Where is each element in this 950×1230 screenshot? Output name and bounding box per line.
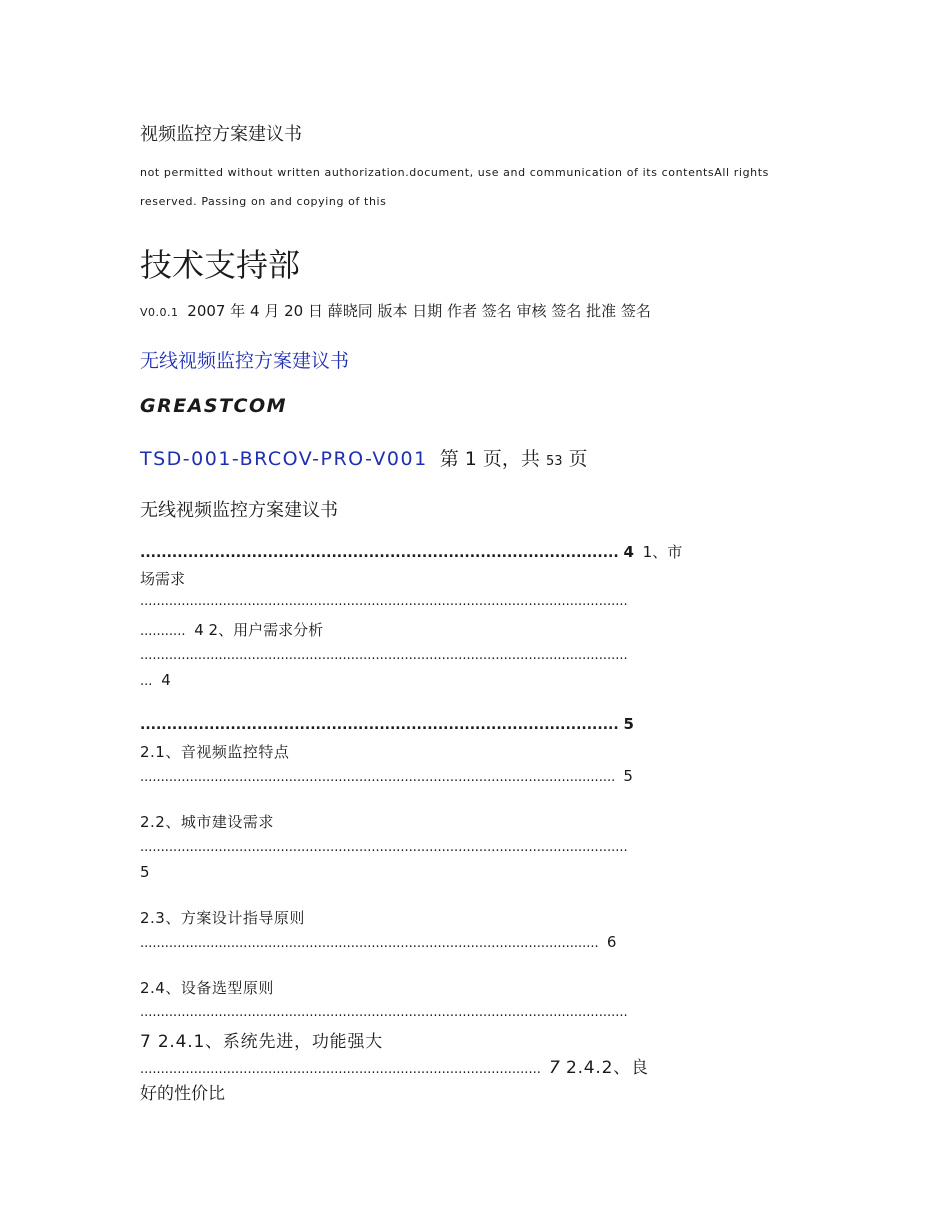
- header-title: 视频监控方案建议书: [140, 124, 302, 145]
- toc-entry-4: [140, 715, 634, 733]
- page-info-suffix: 页: [568, 448, 588, 470]
- toc-entry-2-3-line: [140, 933, 616, 951]
- version-label: V0.0.1: [140, 306, 179, 319]
- toc-entry-2-4-2-line: [140, 1053, 649, 1078]
- toc-dots: ......................................................................................................................: [140, 594, 628, 609]
- toc-entry-1-continued: 场需求: [140, 570, 186, 588]
- department-heading: 技术支持部: [140, 246, 301, 284]
- toc-entry-2-2-label: 2.2、城市建设需求: [140, 813, 274, 831]
- toc-label: 1、市: [642, 543, 683, 561]
- document-code: TSD-001-BRCOV-PRO-V001: [140, 448, 428, 470]
- toc-entry-1: [140, 541, 682, 562]
- toc-page-number: 5: [623, 767, 633, 785]
- toc-dots: ......................................................................................................................: [140, 648, 628, 663]
- toc-label: 2.4.2、良: [565, 1058, 649, 1078]
- toc-page-number: 6: [606, 933, 617, 951]
- toc-entry-2-1-line: [140, 767, 633, 785]
- toc-page-number: 7: [548, 1058, 560, 1078]
- meta-details: 2007 年 4 月 20 日 薛晓同 版本 日期 作者 签名 审核 签名 批准 签名: [187, 302, 651, 320]
- copyright-notice-line2: reserved. Passing on and copying of this: [140, 195, 387, 208]
- toc-dots: .................................................................................................: [140, 1062, 541, 1077]
- toc-entry-2-4-label: 2.4、设备选型原则: [140, 979, 274, 997]
- document-code-line: [140, 444, 588, 471]
- toc-dots: ...: [140, 674, 153, 689]
- toc-page-number: 5: [623, 715, 634, 733]
- toc-entry-2-3-label: 2.3、方案设计指导原则: [140, 909, 305, 927]
- toc-entry-2: [140, 619, 323, 640]
- document-title-blue: 无线视频监控方案建议书: [140, 350, 350, 372]
- toc-page-number: 4: [161, 671, 171, 689]
- toc-entry-2-4-1: 7 2.4.1、系统先进，功能强大: [140, 1032, 384, 1052]
- copyright-notice-line1: not permitted without written authorization.document, use and communication of its contentsAll rights: [140, 166, 769, 179]
- toc-dots: ......................................................................................................................: [140, 840, 628, 855]
- toc-dots: ......................................................................................................................: [140, 1005, 628, 1020]
- toc-label: 4 2、用户需求分析: [194, 621, 324, 639]
- toc-entry-3: [140, 671, 171, 689]
- brand-name: GREASTCOM: [140, 395, 288, 417]
- toc-dots: ...........: [140, 624, 186, 639]
- toc-dots: ..........................................................................................: [140, 545, 619, 561]
- page-info-prefix: 第 1 页，共: [439, 448, 540, 470]
- toc-dots: ...................................................................................................................: [140, 770, 616, 785]
- meta-line: [140, 300, 651, 321]
- page-total: 53: [545, 454, 563, 469]
- toc-dots: ..........................................................................................: [140, 717, 619, 733]
- toc-dots: ...............................................................................................................: [140, 936, 599, 951]
- toc-entry-2-1-label: 2.1、音视频监控特点: [140, 743, 290, 761]
- document-title-plain: 无线视频监控方案建议书: [140, 500, 338, 521]
- toc-page-number: 5: [140, 863, 150, 881]
- toc-page-number: 4: [623, 543, 634, 561]
- toc-entry-2-4-2-continued: 好的性价比: [140, 1084, 225, 1104]
